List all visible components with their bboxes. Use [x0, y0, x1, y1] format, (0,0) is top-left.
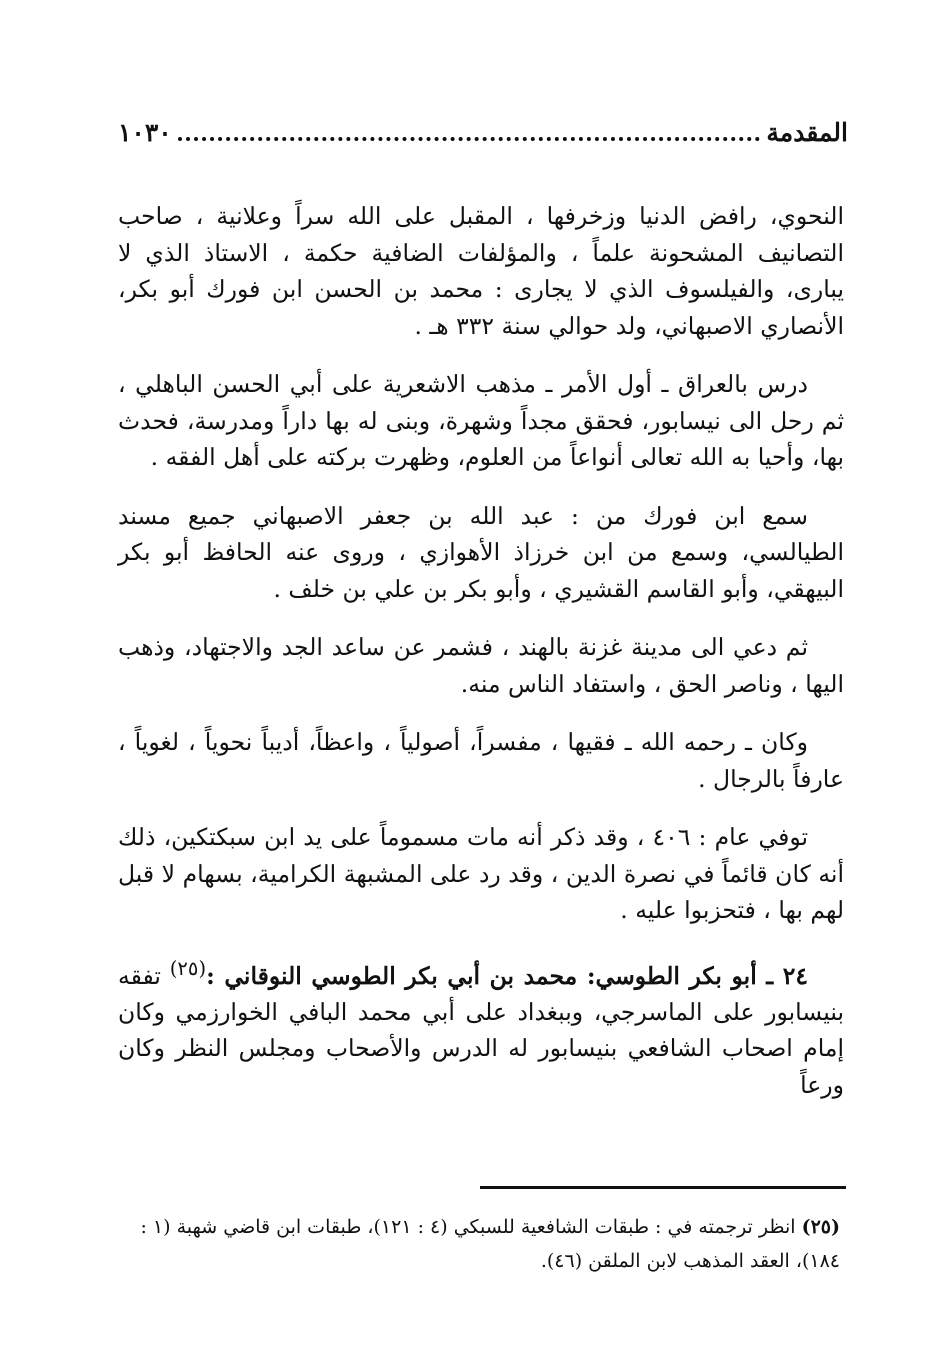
paragraph-5: وكان ـ رحمه الله ـ فقيها ، مفسراً، أصولياً ، واعظاً، أديباً نحوياً ، لغوياً ، عارفاً بالرجال . — [118, 728, 844, 793]
paragraph-6: توفي عام : ٤٠٦ ، وقد ذكر أنه مات مسموماً على يد ابن سبكتكين، ذلك أنه كان قائماً في نصرة الدين ، وقد رد على المشبهة الكرامية، بسهام لا قبل لهم بها ، فتحزبوا عليه . — [118, 823, 844, 924]
footnote-reference: (٢٥) — [169, 956, 207, 980]
paragraph-1: النحوي، رافض الدنيا وزخرفها ، المقبل على الله سراً وعلانية ، صاحب التصانيف المشحونة علماً ، والمؤلفات الضافية حكمة ، الاستاذ الذي لا يبارى، والفيلسوف الذي لا يجارى : محمد بن الحسن ابن فورك أبو بكر، الأنصاري الاصبهاني، ولد حوالي سنة ٣٣٢ هـ . — [118, 202, 844, 340]
footnote — [118, 1210, 840, 1278]
header-dotted-leader — [178, 123, 761, 141]
running-header — [118, 112, 848, 152]
entry-24-text: تفقه بنيسابور على الماسرجي، وببغداد على أبي محمد البافي الخوارزمي وكان إمام اصحاب الشافعي بنيسابور له الدرس والأصحاب ومجلس النظر وكان ورعاً — [118, 961, 844, 1099]
main-text — [118, 198, 844, 1103]
paragraph-3: سمع ابن فورك من : عبد الله بن جعفر الاصبهاني جميع مسند الطيالسي، وسمع من ابن خرزاذ الأهوازي ، وروى عنه الحافظ أبو بكر البيهقي، وأبو القاسم القشيري ، وأبو بكر بن علي بن خلف . — [118, 501, 844, 603]
page-number: ١٠٣٠ — [118, 117, 172, 147]
paragraph-4: ثم دعي الى مدينة غزنة بالهند ، فشمر عن ساعد الجد والاجتهاد، وذهب اليها ، وناصر الحق ، واستفاد الناس منه. — [118, 633, 844, 698]
entry-24 — [118, 951, 844, 1104]
entry-24-heading: ٢٤ ـ أبو بكر الطوسي: محمد بن أبي بكر الطوسي النوقاني : — [206, 961, 808, 990]
header-title: المقدمة — [766, 117, 848, 147]
paragraph-2: درس بالعراق ـ أول الأمر ـ مذهب الاشعرية على أبي الحسن الباهلي ، ثم رحل الى نيسابور، فحقق مجداً وشهرة، وبنى له بها داراً ومدرسة، فحدث بها، وأحيا به الله تعالى أنواعاً من العلوم، وظهرت بركته على أهل الفقه . — [118, 370, 844, 471]
footnote-separator — [480, 1186, 846, 1189]
footnote-number: (٢٥) — [801, 1216, 840, 1238]
footnote-text: انظر ترجمته في : طبقات الشافعية للسبكي (٤ : ١٢١)، طبقات ابن قاضي شهبة (١ : ١٨٤)، العقد المذهب لابن الملقن (٤٦). — [140, 1216, 840, 1272]
footnote-25 — [118, 1210, 840, 1278]
